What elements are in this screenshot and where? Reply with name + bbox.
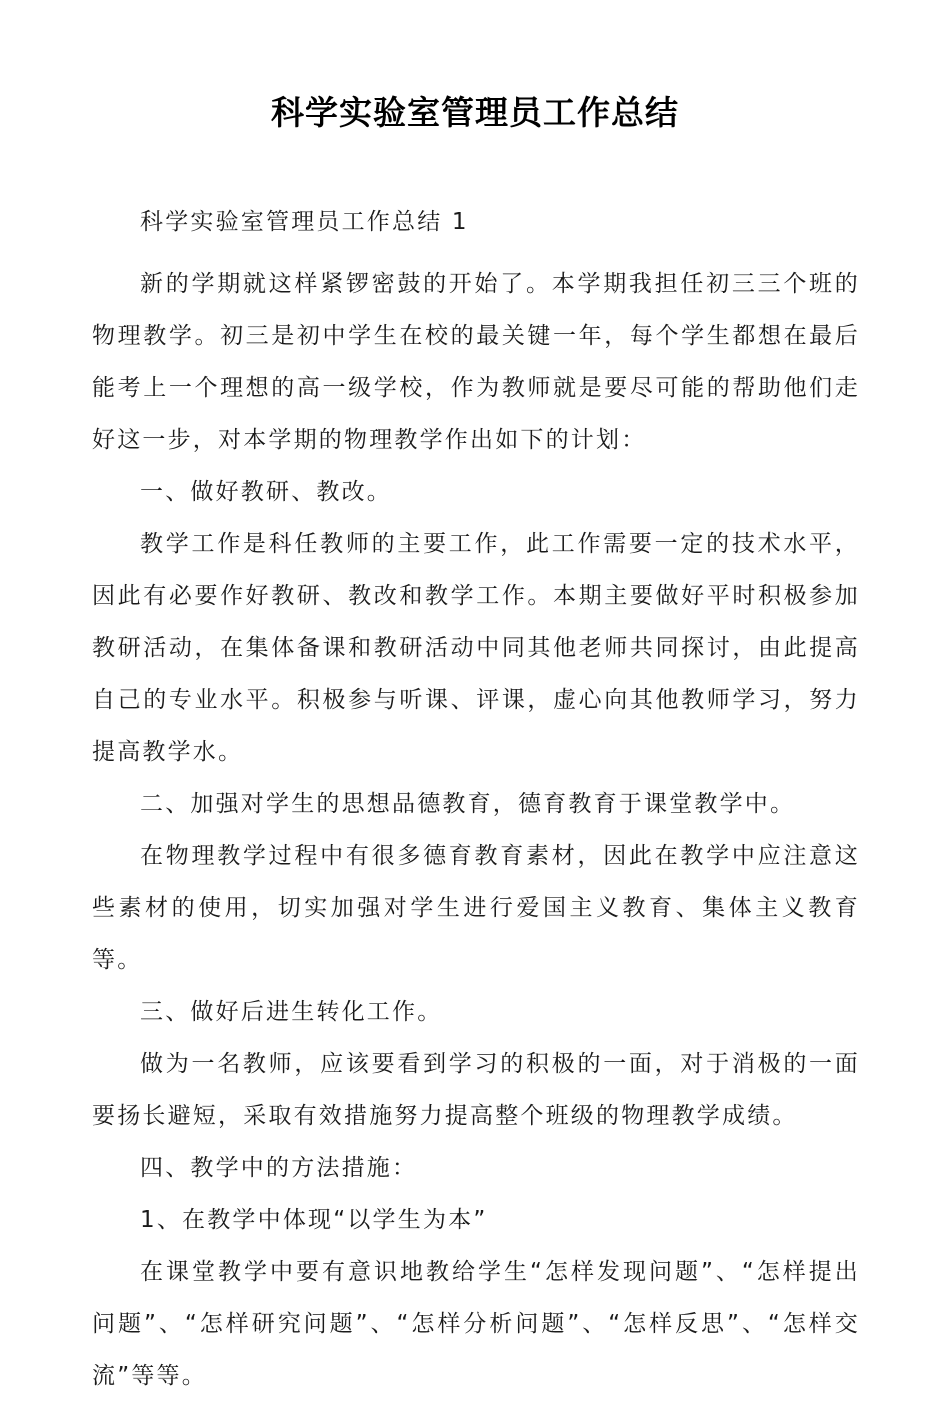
subsection-heading: 1、在教学中体现“以学生为本” (140, 1207, 488, 1233)
document-title: 科学实验室管理员工作总结 (271, 93, 679, 132)
paragraph: 做为一名教师，应该要看到学习的积极的一面，对于消极的一面要扬长避短，采取有效措施努力提高整个班级的物理教学成绩。 (92, 1051, 860, 1129)
paragraph: 在课堂教学中要有意识地教给学生“怎样发现问题”、“怎样提出问题”、“怎样研究问题”、“怎样分析问题”、“怎样反思”、“怎样交流”等等。 (92, 1259, 860, 1389)
section-heading: 三、做好后进生转化工作。 (140, 999, 443, 1025)
section-subtitle: 科学实验室管理员工作总结 1 (140, 209, 469, 235)
paragraph: 新的学期就这样紧锣密鼓的开始了。本学期我担任初三三个班的物理教学。初三是初中学生在校的最关键一年，每个学生都想在最后能考上一个理想的高一级学校，作为教师就是要尽可能的帮助他们走好这一步，对本学期的物理教学作出如下的计划： (92, 271, 860, 453)
paragraph: 教学工作是科任教师的主要工作，此工作需要一定的技术水平，因此有必要作好教研、教改和教学工作。本期主要做好平时积极参加教研活动，在集体备课和教研活动中同其他老师共同探讨，由此提高自己的专业水平。积极参与听课、评课，虚心向其他教师学习，努力提高教学水。 (92, 531, 860, 765)
section-heading: 二、加强对学生的思想品德教育，德育教育于课堂教学中。 (140, 791, 796, 817)
section-heading: 四、教学中的方法措施： (140, 1155, 418, 1181)
document-body (92, 196, 860, 1402)
paragraph: 在物理教学过程中有很多德育教育素材，因此在教学中应注意这些素材的使用，切实加强对学生进行爱国主义教育、集体主义教育等。 (92, 843, 860, 973)
section-heading: 一、做好教研、教改。 (140, 479, 392, 505)
